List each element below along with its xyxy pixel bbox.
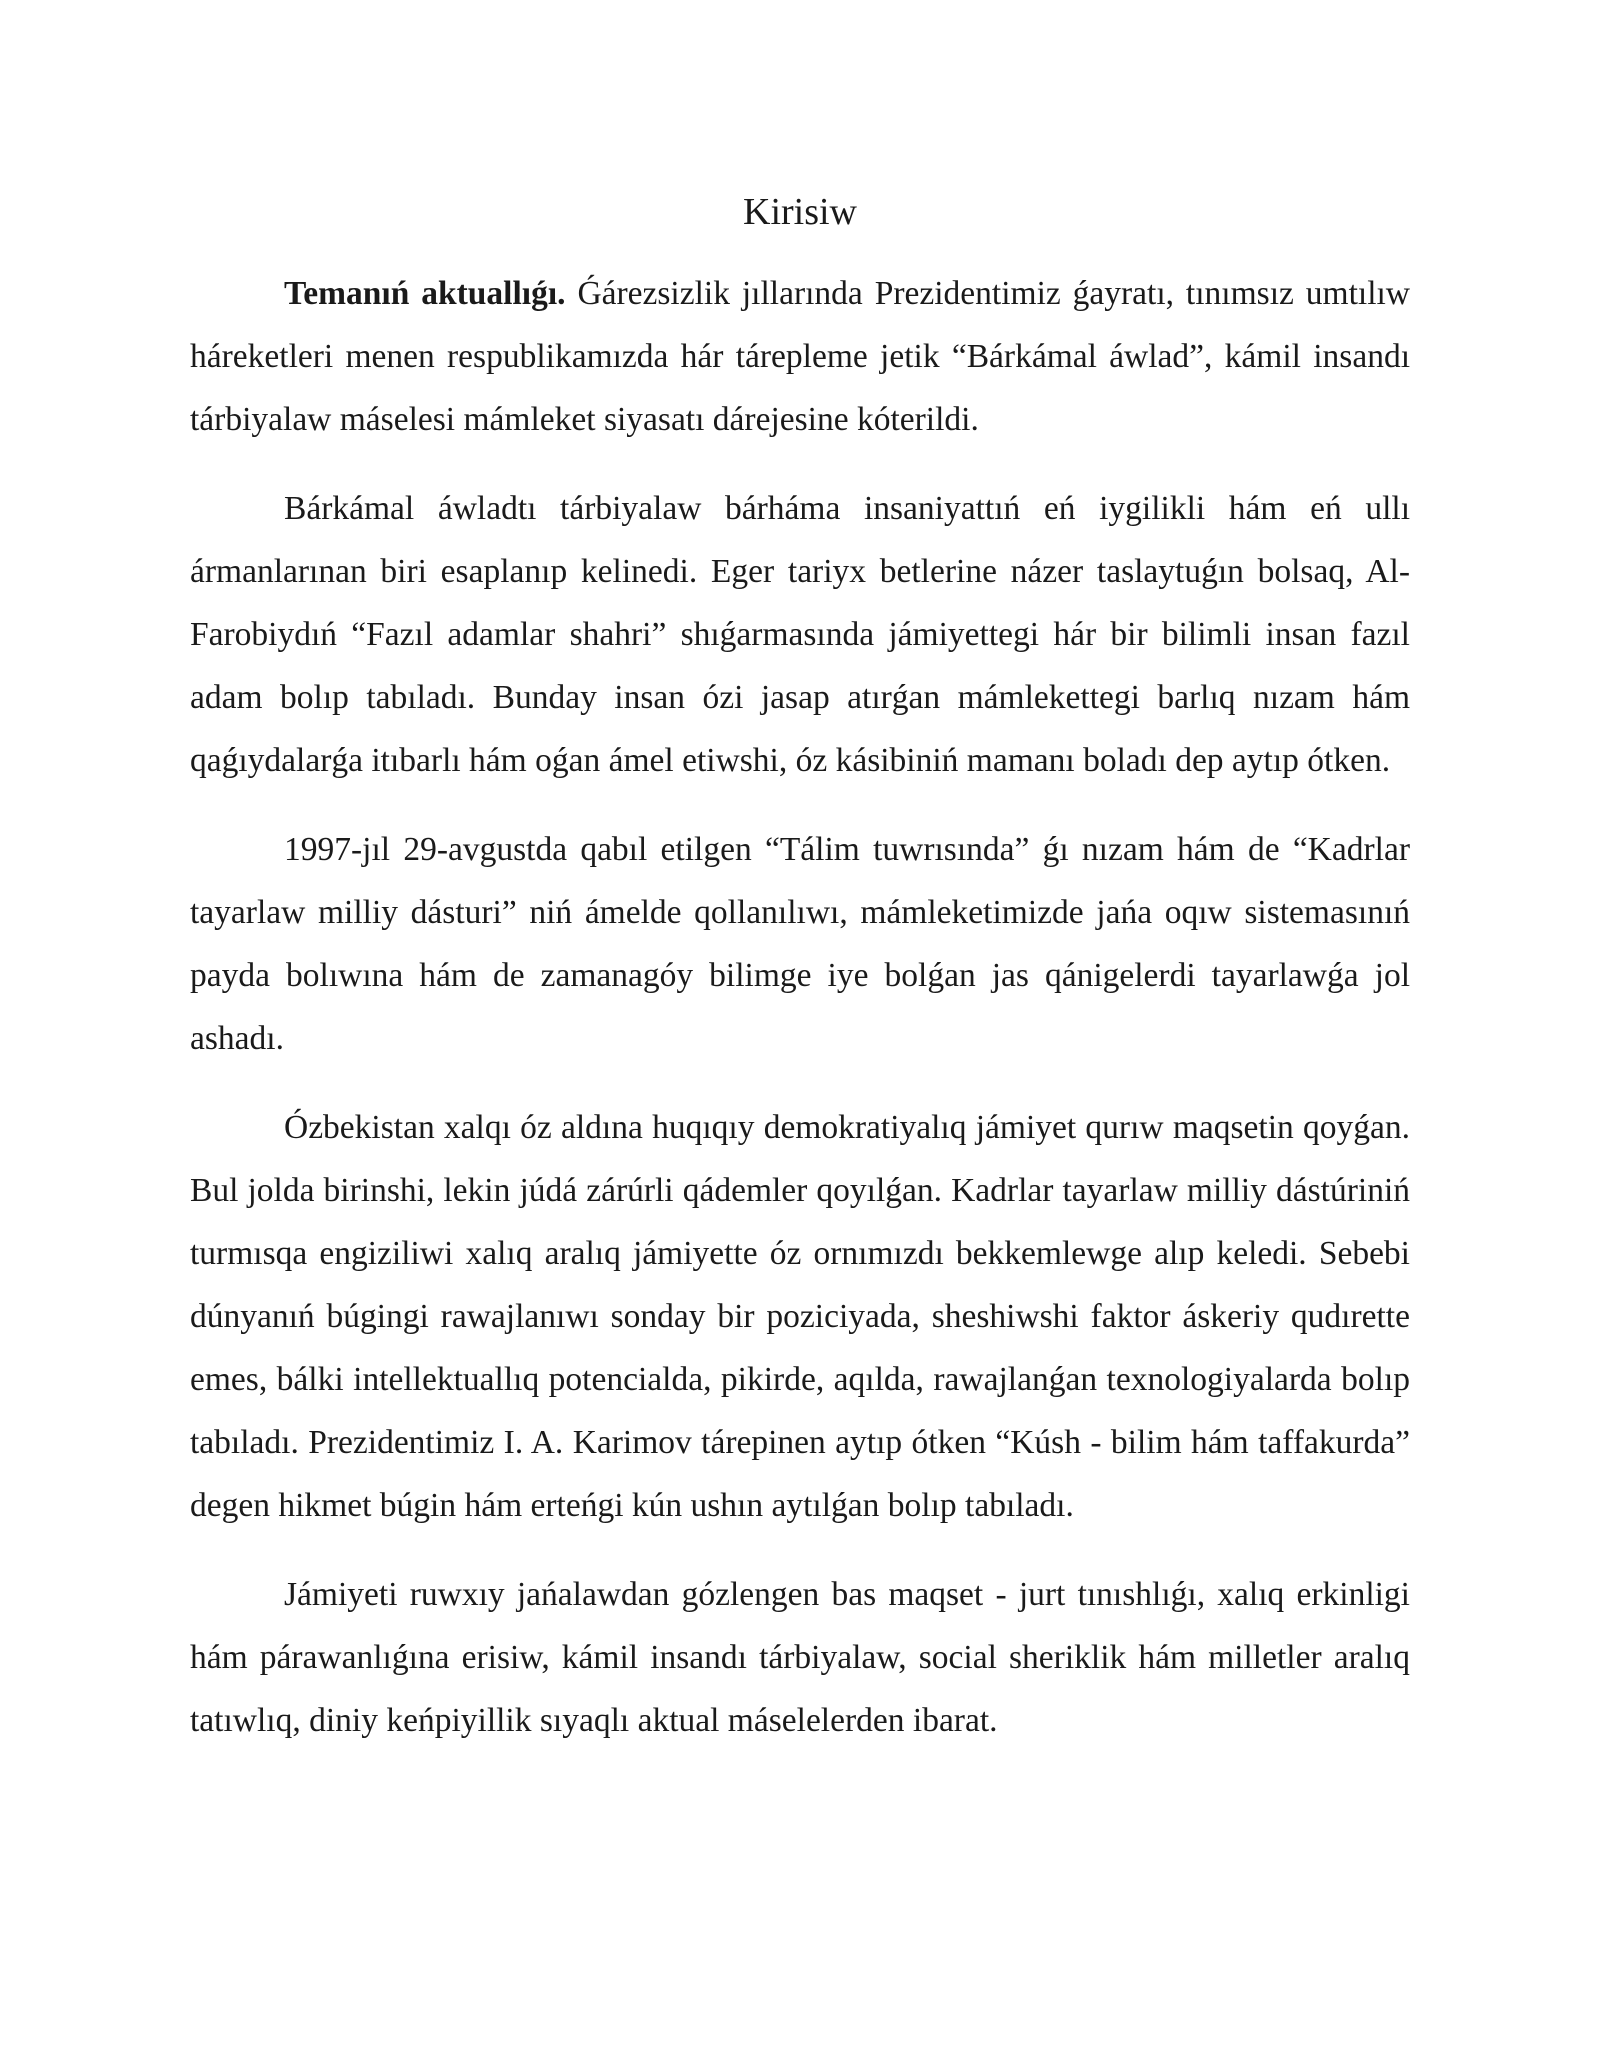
document-body <box>190 186 1410 1778</box>
page-title: Kirisiw <box>743 191 857 233</box>
paragraph-1-text: Ǵárezsizlik jıllarında Prezidentimiz ǵayratı, tınımsız umtılıw háreketleri menen respublikamızda hár tárepleme jetik “Bárkámal áwlad”, kámil insandı tárbiyalaw máselesi mámleket siyasatı dárejesine kóterildi. <box>190 275 1410 438</box>
paragraph-5: Jámiyeti ruwxıy jańalawdan gózlengen bas maqset - jurt tınıshlıǵı, xalıq erkinligi hám párawanlıǵına erisiw, kámil insandı tárbiyalaw, social sheriklik hám milletler aralıq tatıwlıq, diniy keńpiyillik sıyaqlı aktual máselelerden ibarat. <box>190 1576 1410 1739</box>
paragraph-3: 1997-jıl 29-avgustda qabıl etilgen “Tálim tuwrısında” ǵı nızam hám de “Kadrlar tayarlaw milliy dásturi” niń ámelde qollanılıwı, mámleketimizde jańa oqıw sistemasınıń payda bolıwına hám de zamanagóy bilimge iye bolǵan jas qánigelerdi tayarlawǵa jol ashadı. <box>190 831 1410 1057</box>
paragraph-4: Ózbekistan xalqı óz aldına huqıqıy demokratiyalıq jámiyet qurıw maqsetin qoyǵan. Bul jolda birinshi, lekin júdá zárúrli qádemler qoyılǵan. Kadrlar tayarlaw milliy dástúriniń turmısqa engiziliwi xalıq aralıq jámiyette óz ornımızdı bekkemlewge alıp keledi. Sebebi dúnyanıń búgingi rawajlanıwı sonday bir poziciyada, sheshiwshi faktor áskeriy qudırette emes, bálki intellektuallıq potencialda, pikirde, aqılda, rawajlanǵan texnologiyalarda bolıp tabıladı. Prezidentimiz I. A. Karimov tárepinen aytıp ótken “Kúsh - bilim hám taffakurda” degen hikmet búgin hám erteńgi kún ushın aytılǵan bolıp tabıladı. <box>190 1109 1410 1524</box>
paragraph-2: Bárkámal áwladtı tárbiyalaw bárháma insaniyattıń eń iygilikli hám eń ullı ármanlarınan biri esaplanıp kelinedi. Eger tariyx betlerine názer taslaytuǵın bolsaq, Al-Farobiydıń “Fazıl adamlar shahri” shıǵarmasında jámiyettegi hár bir bilimli insan fazıl adam bolıp tabıladı. Bunday insan ózi jasap atırǵan mámlekettegi barlıq nızam hám qaǵıydalarǵa itıbarlı hám oǵan ámel etiwshi, óz kásibiniń mamanı boladı dep aytıp ótken. <box>190 490 1410 779</box>
topic-relevance-heading: Temanıń aktuallıǵı. <box>284 275 566 312</box>
paragraph-1 <box>190 262 1410 451</box>
